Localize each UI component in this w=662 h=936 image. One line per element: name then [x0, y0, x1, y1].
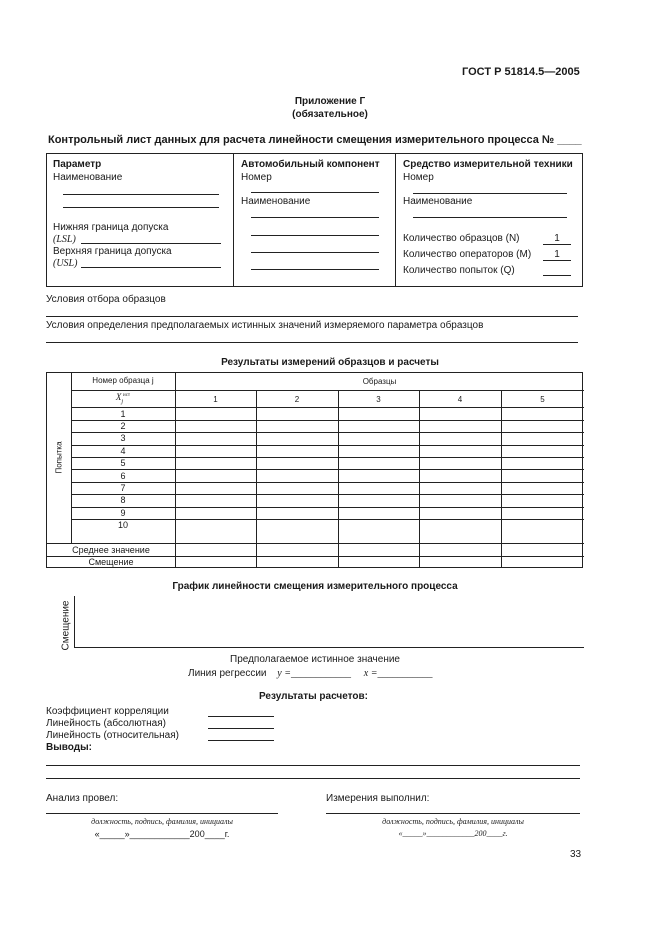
sampling-conditions-line[interactable]	[46, 316, 578, 317]
regression-label: Линия регрессии	[188, 668, 267, 679]
component-heading: Автомобильный компонент	[241, 159, 380, 170]
linearity-abs-label: Линейность (абсолютная)	[46, 718, 166, 729]
attempt-row-label: 4	[120, 446, 126, 456]
usl-line[interactable]	[81, 267, 221, 268]
appendix-subtitle: (обязательное)	[292, 109, 368, 120]
parameter-heading: Параметр	[53, 159, 102, 170]
analysis-date[interactable]: «_____»____________200____г.	[94, 829, 230, 839]
attempt-row-label: 2	[120, 421, 126, 431]
sample-column-header: 3	[376, 395, 381, 404]
attempt-row-label: 1	[120, 409, 126, 419]
attempt-row-label: 5	[120, 458, 126, 468]
instrument-name-line[interactable]	[413, 217, 567, 218]
measurements-by-label: Измерения выполнил:	[326, 793, 430, 804]
measurements-signature-line[interactable]	[326, 813, 580, 814]
info-separator	[233, 154, 234, 286]
instrument-number-label: Номер	[403, 172, 434, 183]
attempts-count-line[interactable]	[543, 275, 571, 276]
chart-title: График линейности смещения измерительного процесса	[172, 581, 458, 592]
regression-line-row	[188, 668, 432, 679]
measurements-date[interactable]: «_____»____________200____г.	[398, 829, 508, 838]
samples-count-value[interactable]: 1	[543, 233, 571, 245]
attempt-row-label: 7	[120, 483, 126, 493]
analysis-by-label: Анализ провел:	[46, 793, 119, 804]
attempt-row-label: 9	[120, 508, 126, 518]
parameter-name-label: Наименование	[53, 172, 123, 183]
correlation-label: Коэффициент корреляции	[46, 706, 169, 717]
info-box	[46, 153, 583, 287]
component-name-line[interactable]	[251, 217, 379, 218]
reference-value-header: $X_j^{ист}$	[115, 392, 131, 405]
chart-plot-area	[74, 596, 584, 648]
component-name-line[interactable]	[251, 235, 379, 236]
usl-abbr: (USL)	[53, 258, 78, 269]
instrument-heading: Средство измерительной техники	[403, 159, 573, 170]
linearity-abs-line[interactable]	[208, 728, 274, 729]
component-name-line[interactable]	[251, 252, 379, 253]
attempt-row-label: 6	[120, 471, 126, 481]
mean-row-label: Среднее значение	[72, 545, 150, 555]
conclusions-label: Выводы:	[46, 742, 92, 753]
chart-x-axis-label: Предполагаемое истинное значение	[230, 654, 400, 665]
form-title: Контрольный лист данных для расчета линейности смещения измерительного процесса № ____	[48, 134, 582, 146]
calc-results-title: Результаты расчетов:	[259, 691, 368, 702]
component-number-line[interactable]	[251, 192, 379, 193]
results-table-title: Результаты измерений образцов и расчеты	[221, 357, 439, 368]
sample-column-header: 2	[294, 395, 300, 404]
samples-count-label: Количество образцов (N)	[403, 233, 520, 244]
samples-header: Образцы	[362, 377, 397, 386]
conclusions-line[interactable]	[46, 765, 580, 766]
component-name-label: Наименование	[241, 196, 311, 207]
parameter-name-line[interactable]	[63, 207, 219, 208]
attempt-row-label: 3	[120, 433, 126, 443]
lsl-label: Нижняя граница допуска	[53, 222, 169, 233]
sample-number-header: Номер образца j	[92, 376, 154, 385]
page-number: 33	[570, 849, 582, 860]
component-number-label: Номер	[241, 172, 272, 183]
linearity-rel-label: Линейность (относительная)	[46, 730, 179, 741]
appendix-title: Приложение Г	[294, 96, 366, 107]
parameter-name-line[interactable]	[63, 194, 219, 195]
standard-number: ГОСТ Р 51814.5—2005	[462, 66, 580, 78]
results-table	[46, 372, 583, 568]
attempt-axis-label: Попытка	[54, 441, 64, 474]
usl-label: Верхняя граница допуска	[53, 246, 172, 257]
instrument-number-line[interactable]	[413, 193, 567, 194]
lsl-abbr: (LSL)	[53, 234, 76, 245]
chart-y-axis-label: Смещение	[60, 600, 72, 651]
conclusions-line[interactable]	[46, 778, 580, 779]
operators-count-value[interactable]: 1	[543, 249, 571, 261]
attempts-count-label: Количество попыток (Q)	[403, 265, 515, 276]
analysis-signature-line[interactable]	[46, 813, 278, 814]
bias-row-label: Смещение	[88, 557, 134, 567]
analysis-signature-hint: должность, подпись, фамилия, инициалы	[91, 817, 233, 826]
attempt-row-label: 10	[117, 520, 128, 530]
sample-column-header: 5	[540, 395, 545, 404]
sample-column-header: 1	[213, 395, 218, 404]
regression-x-equation[interactable]: x =___________	[363, 668, 433, 679]
regression-y-equation[interactable]: y =____________	[277, 668, 351, 679]
component-name-line[interactable]	[251, 269, 379, 270]
lsl-line[interactable]	[81, 243, 221, 244]
operators-count-label: Количество операторов (M)	[403, 249, 532, 260]
true-values-conditions-label: Условия определения предполагаемых истинных значений измеряемого параметра образцов	[46, 320, 484, 331]
instrument-name-label: Наименование	[403, 196, 473, 207]
true-values-conditions-line[interactable]	[46, 342, 578, 343]
info-separator	[395, 154, 396, 286]
sample-column-header: 4	[457, 395, 463, 404]
linearity-rel-line[interactable]	[208, 740, 274, 741]
correlation-line[interactable]	[208, 716, 274, 717]
sampling-conditions-label: Условия отбора образцов	[46, 294, 166, 305]
measurements-signature-hint: должность, подпись, фамилия, инициалы	[382, 817, 524, 826]
attempt-row-label: 8	[120, 495, 126, 505]
